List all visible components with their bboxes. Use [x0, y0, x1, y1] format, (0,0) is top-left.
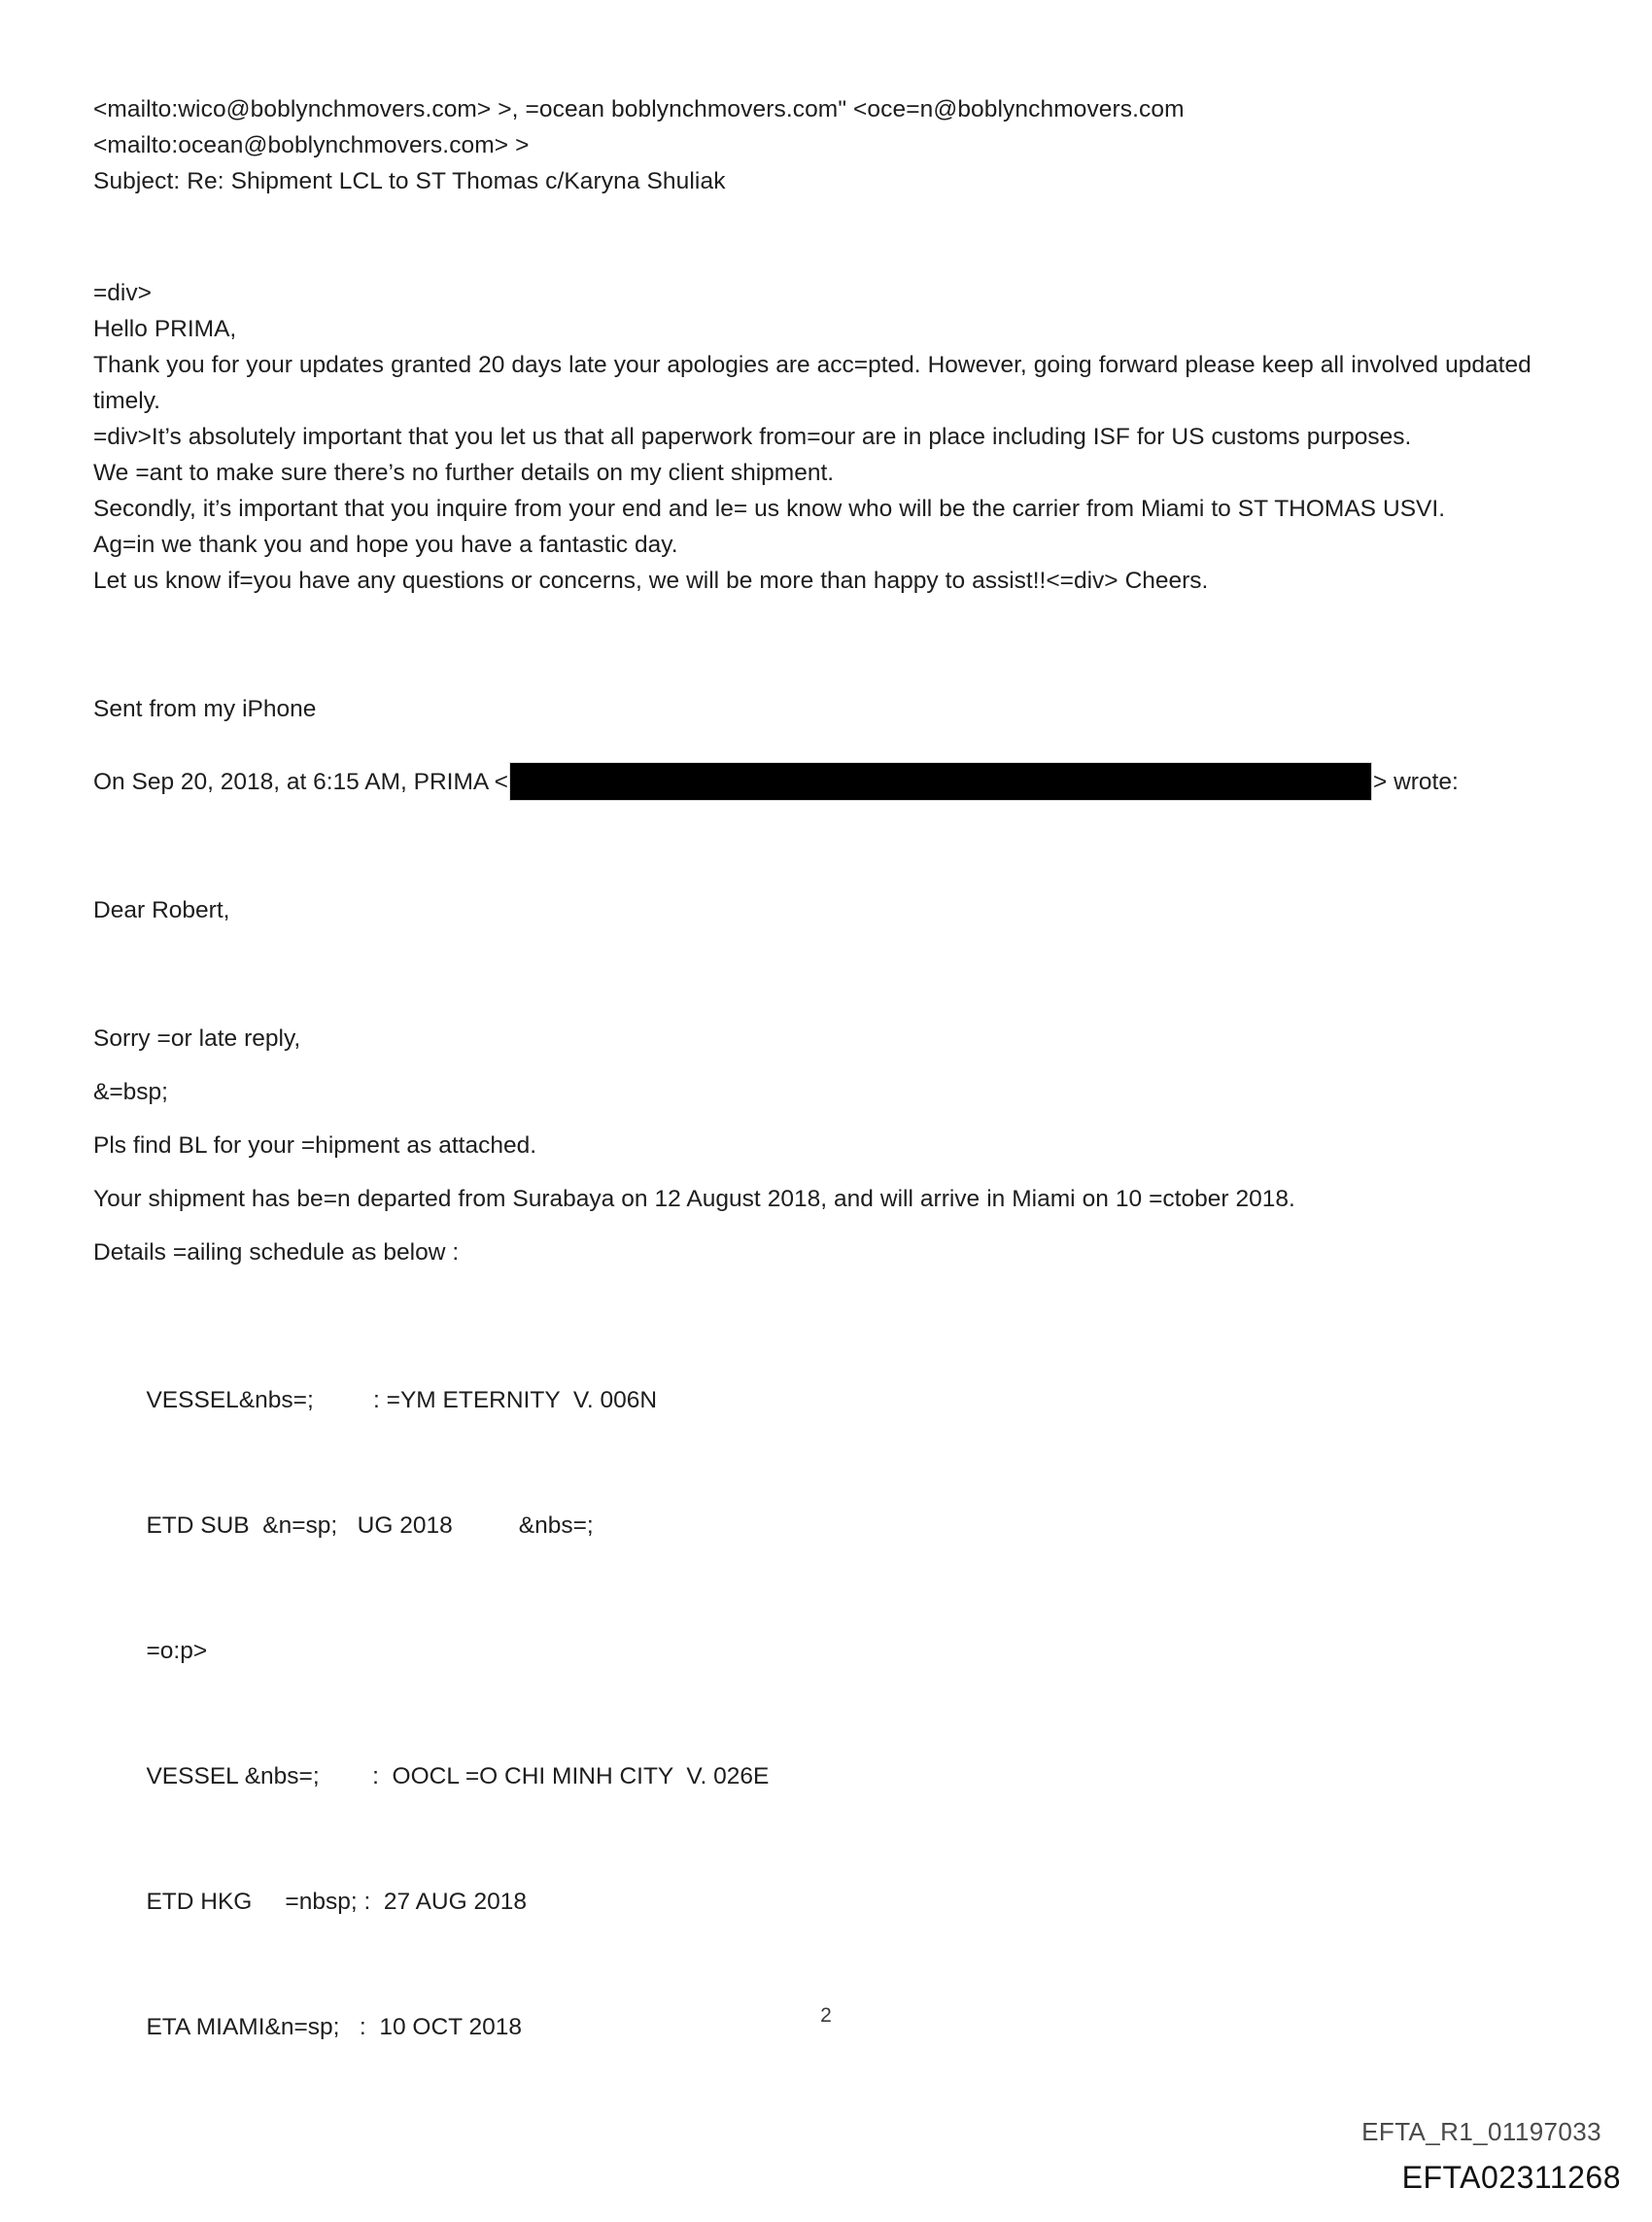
spacer: [93, 1217, 1532, 1234]
schedule-label: ETD HKG: [146, 1889, 253, 1915]
schedule-label: VESSEL&nbs=;: [146, 1387, 314, 1413]
bates-number-lower: EFTA02311268: [1401, 2160, 1621, 2195]
spacer: [93, 727, 1532, 763]
quoted-line-2: &=bsp;: [93, 1079, 168, 1105]
quoted-line-4: Your shipment has be=n departed from Surabaya on 12 August 2018, and will arrive in Miami on 10 =ctober 2018.: [93, 1186, 1295, 1212]
reply-paragraph-5: Ag=in we thank you and hope you have a fantastic day.: [93, 532, 678, 558]
spacer: [93, 1057, 1532, 1074]
quoted-message-header: [93, 763, 1532, 800]
recipients-line-2: <mailto:ocean@boblynchmovers.com> >: [93, 132, 530, 158]
schedule-value: : 10 OCT 2018: [339, 2014, 522, 2040]
schedule-row: [93, 1472, 1532, 1580]
quoted-line-5: Details =ailing schedule as below :: [93, 1239, 460, 1266]
spacer: [93, 1110, 1532, 1128]
spacer: [93, 928, 1532, 1021]
schedule-value: =nbsp; : 27 AUG 2018: [252, 1889, 527, 1915]
reply-signature: Sent from my iPhone: [93, 696, 317, 722]
spacer: [93, 1580, 1532, 1597]
quoted-line-1: Sorry =or late reply,: [93, 1025, 301, 1052]
schedule-label: =o:p>: [146, 1638, 208, 1664]
quoted-header-suffix: > wrote:: [1372, 768, 1459, 795]
reply-paragraph-3: We =ant to make sure there’s no further details on my client shipment.: [93, 460, 835, 486]
spacer: [93, 1830, 1532, 1848]
schedule-value: : =YM ETERNITY V. 006N: [313, 1387, 658, 1413]
div-tag-open: =div>: [93, 280, 152, 306]
sailing-schedule-block: [93, 1346, 1532, 2081]
document-body: [93, 91, 1538, 2081]
schedule-row: [93, 1597, 1532, 1705]
schedule-value: UG 2018 &nbs=;: [337, 1512, 594, 1539]
quoted-line-3: Pls find BL for your =hipment as attached.: [93, 1132, 537, 1159]
spacer: [93, 1956, 1532, 1973]
schedule-row: [93, 1346, 1532, 1454]
reply-paragraph-1: Thank you for your updates granted 20 days late your apologies are acc=pted. However, going forward please keep all involved updated timely.: [93, 352, 1538, 414]
reply-paragraph-2: =div>It’s absolutely important that you let us that all paperwork from=our are in place including ISF for US customs purposes.: [93, 424, 1412, 450]
schedule-value: : OOCL =O CHI MINH CITY V. 026E: [319, 1763, 770, 1789]
reply-paragraph-4: Secondly, it’s important that you inquire from your end and le= us know who will be the carrier from Miami to ST THOMAS USVI.: [93, 496, 1446, 522]
schedule-label: ETD SUB &n=sp;: [146, 1512, 338, 1539]
subject-line: Subject: Re: Shipment LCL to ST Thomas c/Karyna Shuliak: [93, 168, 726, 194]
reply-paragraph-6: Let us know if=you have any questions or concerns, we will be more than happy to assist!!<=div> Cheers.: [93, 568, 1209, 594]
quoted-header-prefix: On Sep 20, 2018, at 6:15 AM, PRIMA <: [93, 768, 508, 795]
schedule-row: [93, 1848, 1532, 1956]
spacer: [93, 599, 1532, 691]
quoted-salutation: Dear Robert,: [93, 897, 230, 923]
spacer: [93, 1705, 1532, 1722]
schedule-label: ETA MIAMI&n=sp;: [146, 2014, 340, 2040]
spacer: [93, 1454, 1532, 1472]
bates-number-upper: EFTA_R1_01197033: [1361, 2117, 1601, 2146]
reply-salutation: Hello PRIMA,: [93, 316, 237, 342]
spacer: [93, 199, 1532, 275]
redacted-email-address: [510, 763, 1371, 800]
email-header-block: [93, 91, 1532, 199]
spacer: [93, 800, 1532, 892]
schedule-label: VESSEL &nbs=;: [146, 1763, 320, 1789]
recipients-line-1: <mailto:wico@boblynchmovers.com> >, =ocean boblynchmovers.com" <oce=n@boblynchmovers.com: [93, 96, 1185, 122]
schedule-row: [93, 1722, 1532, 1830]
page-number: 2: [820, 2004, 832, 2027]
spacer: [93, 1270, 1532, 1346]
reply-message-block: [93, 275, 1538, 599]
spacer: [93, 1163, 1532, 1181]
